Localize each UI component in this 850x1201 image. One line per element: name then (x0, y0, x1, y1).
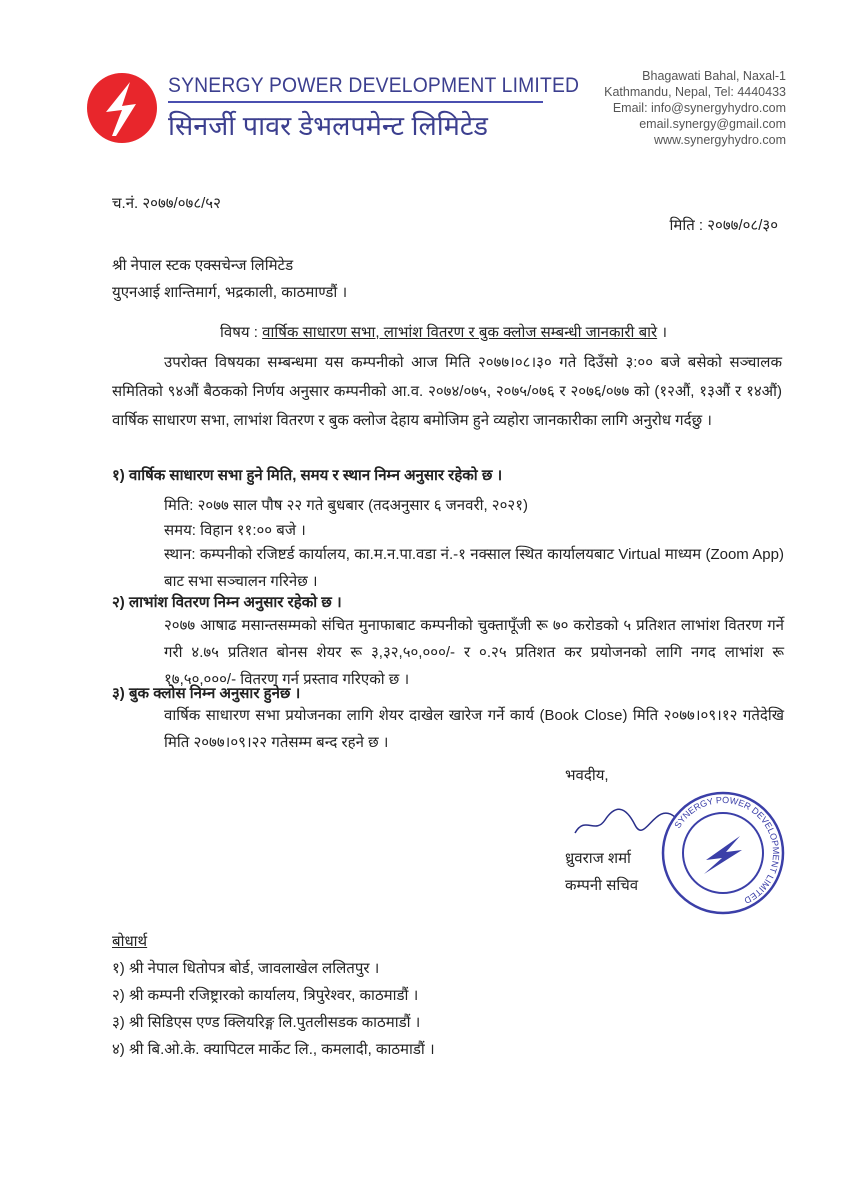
signatory-name: ध्रुवराज शर्मा (565, 850, 631, 867)
recipient-line: युएनआई शान्तिमार्ग, भद्रकाली, काठमाण्डौं । (112, 284, 348, 301)
section-heading: ३) बुक क्लोस निम्न अनुसार हुनेछ । (112, 685, 301, 702)
subject-text: वार्षिक साधारण सभा, लाभांश वितरण र बुक क्लोज सम्बन्धी जानकारी बारे (262, 324, 658, 341)
subject-label: विषय : (220, 324, 258, 341)
company-address (604, 68, 786, 148)
section-line: २०७७ आषाढ मसान्तसम्मको संचित मुनाफाबाट कम्पनीको चुक्तापूँजी रू ७० करोडको ५ प्रतिशत लाभांश वितरण गर्ने गरी ४.७५ प्रतिशत बोनस शेयर रू ३,३२,५०,०००/- र ०.२५ प्रतिशत कर प्रयोजनको लागि नगद लाभांश रू १७,५०,०००/- वितरण गर्न प्रस्ताव गरिएको छ । (164, 617, 784, 688)
recipient (112, 252, 347, 306)
cc-item: १) श्री नेपाल धितोपत्र बोर्ड, जावलाखेल ललितपुर । (112, 960, 380, 977)
cc-list (112, 955, 435, 1063)
body-text: उपरोक्त विषयका सम्बन्धमा यस कम्पनीको आज मिति २०७७।०८।३० गते दिउँसो ३:०० बजे बसेको सञ्चालक समितिको ९४औं बैठकको निर्णय अनुसार कम्पनीको आ.व. २०७४/०७५, २०७५/०७६ र २०७६/०७७ को (१२औं, १३औं र १४औं) वार्षिक साधारण सभा, लाभांश वितरण र बुक क्लोज देहाय बमोजिम हुने व्यहोरा जानकारीका लागि अनुरोध गर्दछु । (112, 354, 782, 429)
recipient-line: श्री नेपाल स्टक एक्सचेन्ज लिमिटेड (112, 257, 294, 274)
body-paragraph (112, 348, 782, 435)
cc-item: २) श्री कम्पनी रजिष्ट्रारको कार्यालय, त्रिपुरेश्वर, काठमाडौं । (112, 987, 419, 1004)
svg-text:SYNERGY POWER DEVELOPMENT LIMI: SYNERGY POWER DEVELOPMENT LIMITED (672, 794, 782, 906)
section-line: समय: विहान ११:०० बजे । (164, 522, 306, 539)
divider (168, 101, 543, 103)
subject-line (220, 322, 667, 342)
section-heading: २) लाभांश वितरण निम्न अनुसार रहेको छ । (112, 594, 342, 611)
company-name-en: SYNERGY POWER DEVELOPMENT LIMITED (168, 74, 580, 97)
company-stamp-icon (658, 788, 788, 918)
cc-item: ४) श्री बि.ओ.के. क्यापिटल मार्केट लि., कमलादी, काठमाडौं । (112, 1041, 435, 1058)
section-line: स्थान: कम्पनीको रजिष्टर्ड कार्यालय, का.म.न.पा.वडा नं.-१ नक्साल स्थित कार्यालयबाट Virtual माध्यम (Zoom App) बाट सभा सञ्चालन गरिनेछ । (164, 546, 784, 590)
address-line: Kathmandu, Nepal, Tel: 4440433 (604, 85, 786, 99)
email-line: Email: info@synergyhydro.com (612, 101, 786, 115)
email-line: email.synergy@gmail.com (639, 117, 786, 131)
cc-item: ३) श्री सिडिएस एण्ड क्लियरिङ्ग लि.पुतलीसडक काठमाडौं । (112, 1014, 421, 1031)
signatory-title: कम्पनी सचिव (565, 877, 639, 894)
section-line: मिति: २०७७ साल पौष २२ गते बुधबार (तदअनुसार ६ जनवरी, २०२१) (164, 497, 529, 514)
subject-end: । (657, 324, 668, 341)
section-line: वार्षिक साधारण सभा प्रयोजनका लागि शेयर दाखेल खारेज गर्ने कार्य (Book Close) मिति २०७७।०९।१२ गतेदेखि मिति २०७७।०९।२२ गतेसम्म बन्द रहने छ । (164, 707, 784, 751)
section-heading: १) वार्षिक साधारण सभा हुने मिति, समय र स्थान निम्न अनुसार रहेको छ । (112, 467, 503, 484)
letter-date: मिति : २०७७/०८/३० (669, 217, 778, 234)
company-name-np: सिनर्जी पावर डेभलपमेन्ट लिमिटेड (168, 111, 488, 141)
closing: भवदीय, (565, 767, 609, 784)
cc-title: बोधार्थ (112, 933, 148, 950)
reference-number: च.नं. २०७७/०७८/५२ (112, 195, 221, 212)
website-line: www.synergyhydro.com (654, 133, 786, 147)
address-line: Bhagawati Bahal, Naxal-1 (642, 69, 786, 83)
company-logo-icon (86, 72, 158, 144)
